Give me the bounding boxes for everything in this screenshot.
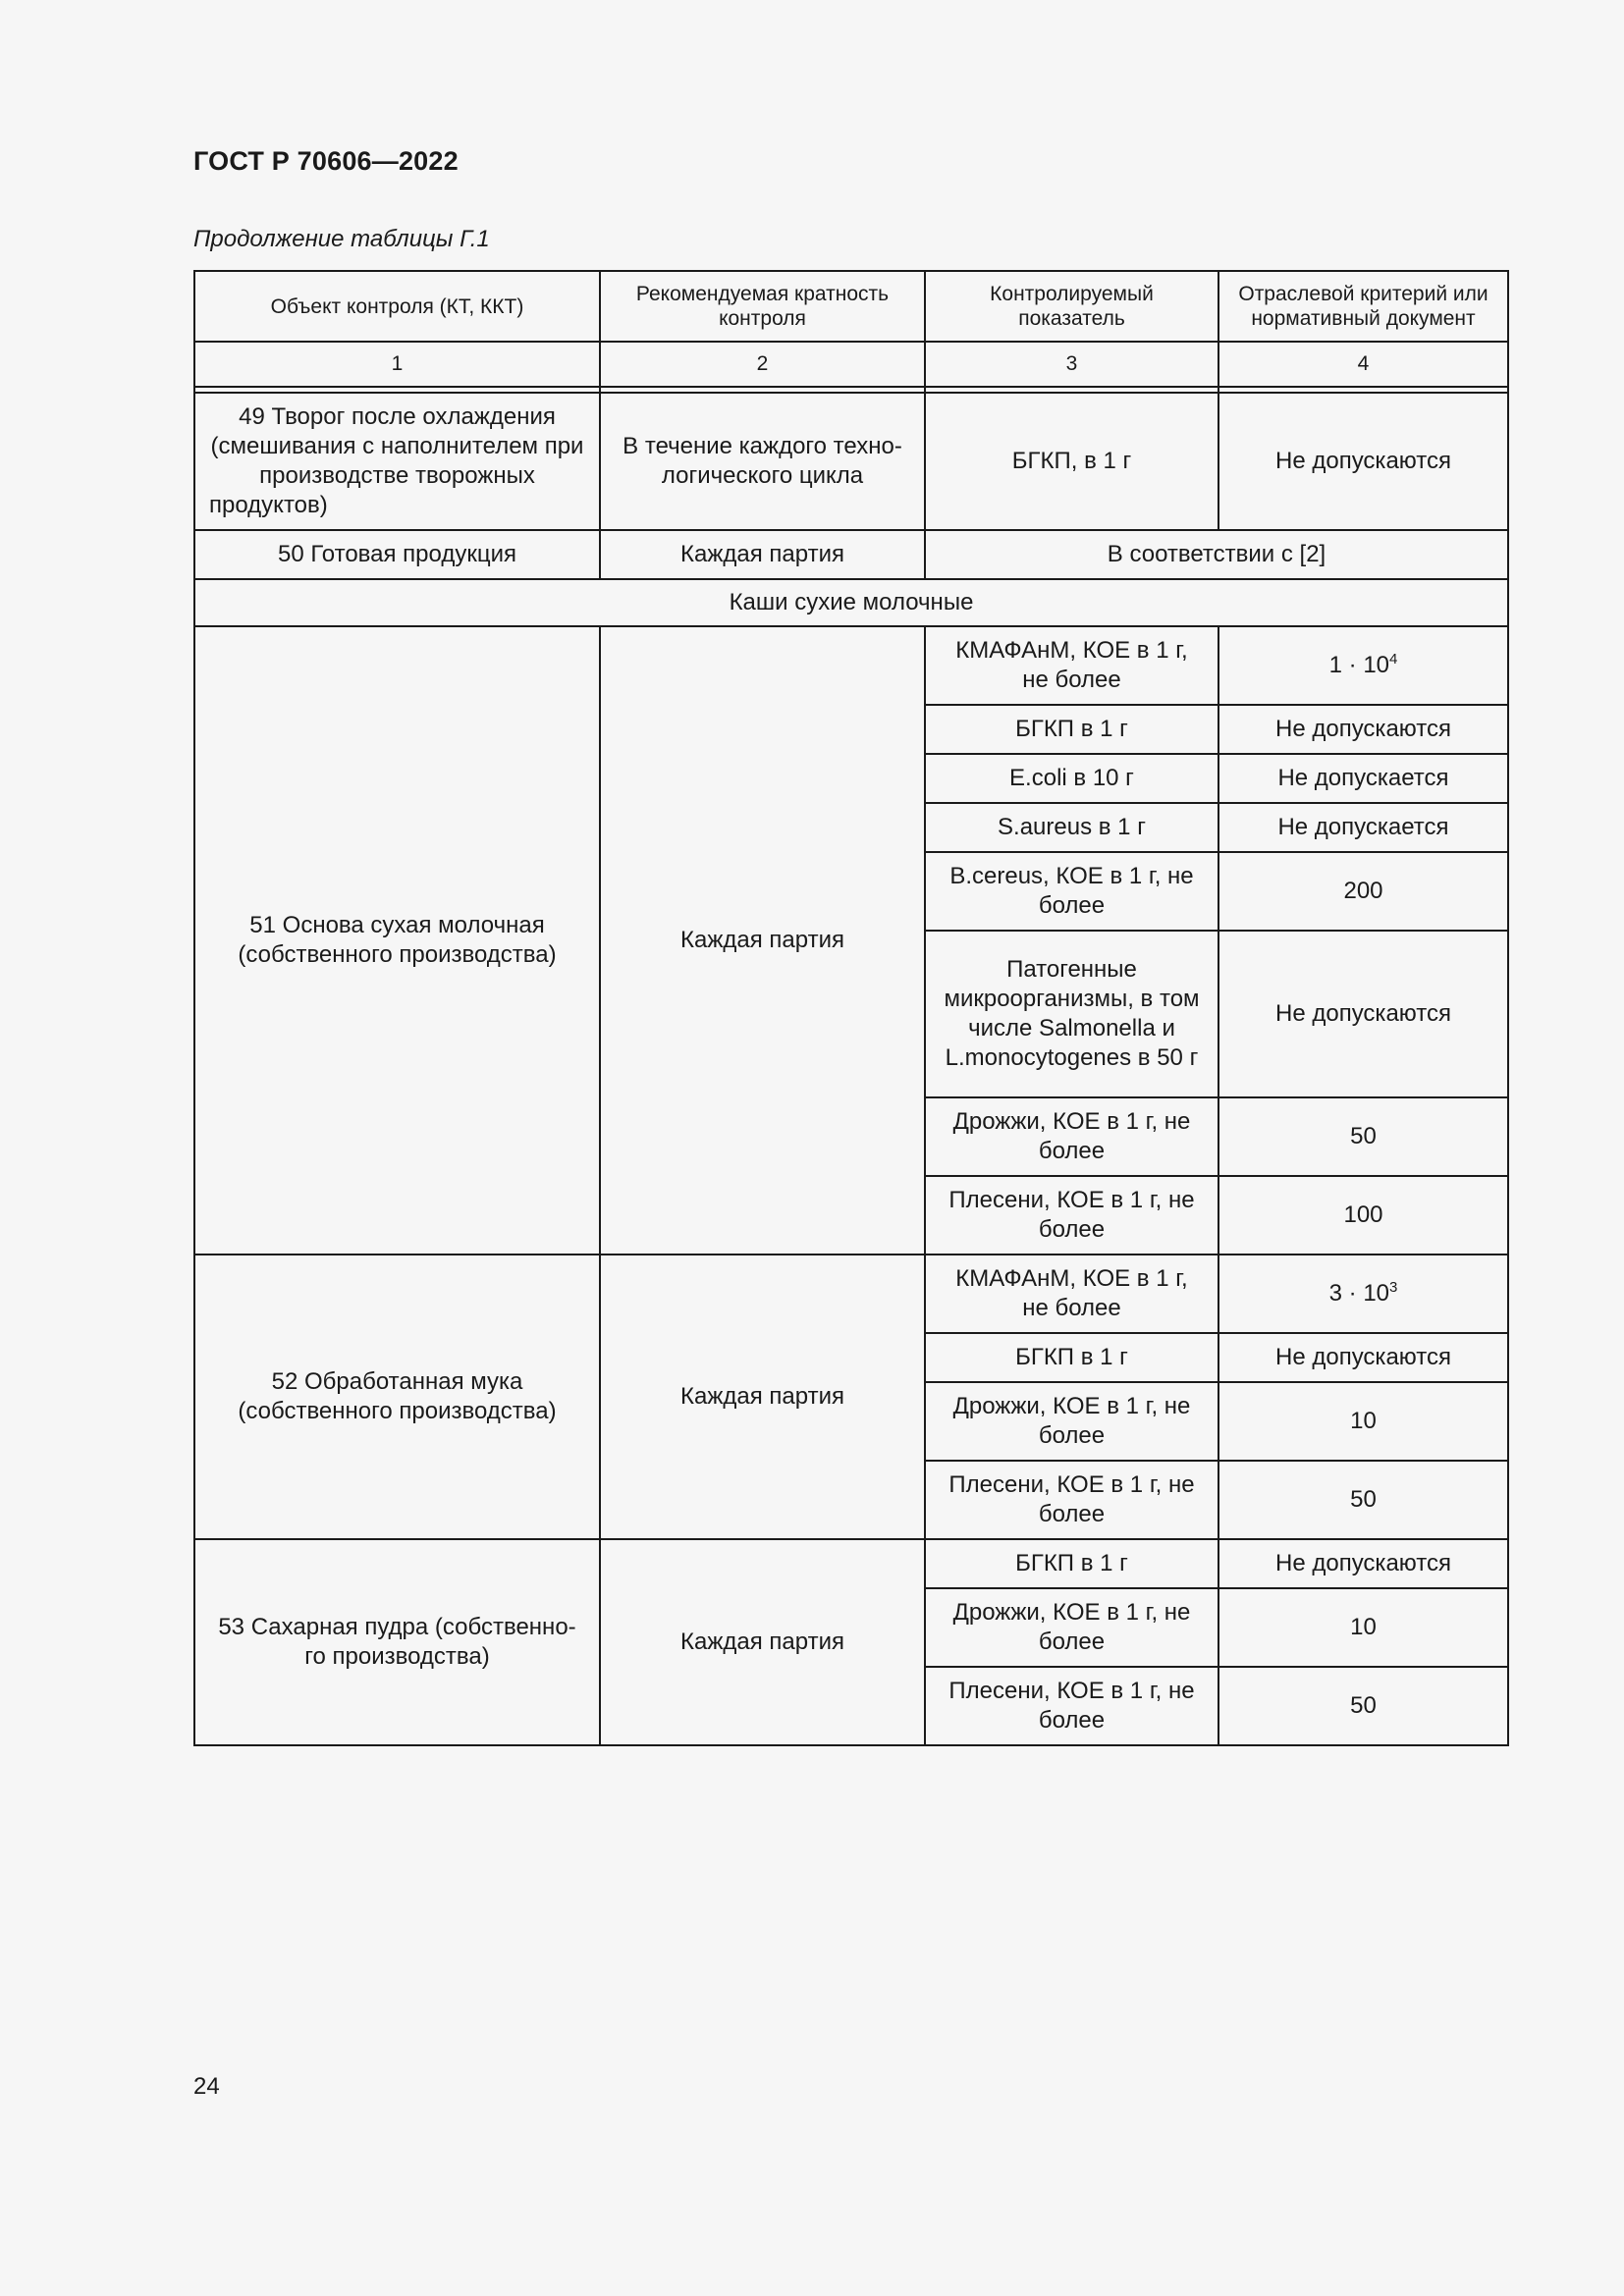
frequency-cell: В течение каждого техно-логического цикла — [600, 393, 925, 530]
indicator-cell: КМАФАнМ, КОЕ в 1 г, не более — [925, 626, 1218, 705]
table-row — [194, 626, 1508, 705]
criterion-cell: 50 — [1218, 1461, 1508, 1539]
section-title: Каши сухие молочные — [194, 579, 1508, 626]
criterion-cell: В соответствии с [2] — [925, 530, 1508, 579]
object-cell: 51 Основа сухая молочная (собственного производства) — [194, 626, 600, 1255]
object-cell: 52 Обработанная мука (собственного производства) — [194, 1255, 600, 1539]
column-number: 1 — [194, 342, 600, 387]
indicator-cell: Дрожжи, КОЕ в 1 г, не более — [925, 1588, 1218, 1667]
section-row — [194, 579, 1508, 626]
column-number: 4 — [1218, 342, 1508, 387]
object-cell: 49 Творог после охлаждения (смешивания с наполнителем при производстве творожных продуктов) — [194, 393, 600, 530]
indicator-cell: Патогенные микроорганизмы, в том числе Salmonella и L.monocytogenes в 50 г — [925, 931, 1218, 1097]
table-row — [194, 1255, 1508, 1333]
criterion-cell — [1218, 1255, 1508, 1333]
criterion-cell — [1218, 626, 1508, 705]
frequency-cell: Каждая партия — [600, 530, 925, 579]
criterion-cell: Не допускаются — [1218, 1333, 1508, 1382]
object-cell: 53 Сахарная пудра (собственно-го производства) — [194, 1539, 600, 1745]
criterion-base: 3 · 10 — [1328, 1280, 1390, 1307]
frequency-cell: Каждая партия — [600, 626, 925, 1255]
criterion-exponent: 4 — [1389, 651, 1398, 667]
column-number: 3 — [925, 342, 1218, 387]
criterion-base: 1 · 10 — [1328, 652, 1390, 678]
criterion-cell: Не допускаются — [1218, 1539, 1508, 1588]
table-row — [194, 530, 1508, 579]
indicator-cell: B.cereus, КОЕ в 1 г, не более — [925, 852, 1218, 931]
indicator-cell: Плесени, КОЕ в 1 г, не более — [925, 1667, 1218, 1745]
indicator-cell: БГКП, в 1 г — [925, 393, 1218, 530]
column-number-row — [194, 342, 1508, 387]
table-caption: Продолжение таблицы Г.1 — [193, 226, 490, 252]
column-number: 2 — [600, 342, 925, 387]
control-table — [193, 270, 1509, 1746]
column-header-criterion: Отраслевой критерий или нормативный документ — [1218, 271, 1508, 342]
column-header-frequency: Рекомендуемая кратность контроля — [600, 271, 925, 342]
table-row — [194, 1539, 1508, 1588]
criterion-cell: 50 — [1218, 1667, 1508, 1745]
criterion-cell: 10 — [1218, 1588, 1508, 1667]
indicator-cell: Плесени, КОЕ в 1 г, не более — [925, 1176, 1218, 1255]
criterion-cell: 50 — [1218, 1097, 1508, 1176]
indicator-cell: БГКП в 1 г — [925, 705, 1218, 754]
criterion-cell: Не допускается — [1218, 754, 1508, 803]
document-code: ГОСТ Р 70606—2022 — [193, 146, 459, 176]
indicator-cell: БГКП в 1 г — [925, 1539, 1218, 1588]
table-row — [194, 393, 1508, 530]
column-header-indicator: Контролируемый показатель — [925, 271, 1218, 342]
column-header-object: Объект контроля (КТ, ККТ) — [194, 271, 600, 342]
page-number: 24 — [193, 2073, 220, 2100]
indicator-cell: КМАФАнМ, КОЕ в 1 г, не более — [925, 1255, 1218, 1333]
criterion-cell: 100 — [1218, 1176, 1508, 1255]
criterion-cell: Не допускаются — [1218, 931, 1508, 1097]
criterion-exponent: 3 — [1389, 1279, 1398, 1296]
indicator-cell: Плесени, КОЕ в 1 г, не более — [925, 1461, 1218, 1539]
criterion-cell: Не допускаются — [1218, 705, 1508, 754]
indicator-cell: Дрожжи, КОЕ в 1 г, не более — [925, 1097, 1218, 1176]
indicator-cell: S.aureus в 1 г — [925, 803, 1218, 852]
indicator-cell: E.coli в 10 г — [925, 754, 1218, 803]
table-header-row — [194, 271, 1508, 342]
criterion-cell: 200 — [1218, 852, 1508, 931]
indicator-cell: БГКП в 1 г — [925, 1333, 1218, 1382]
criterion-cell: Не допускается — [1218, 803, 1508, 852]
criterion-cell: 10 — [1218, 1382, 1508, 1461]
object-cell: 50 Готовая продукция — [194, 530, 600, 579]
criterion-cell: Не допускаются — [1218, 393, 1508, 530]
frequency-cell: Каждая партия — [600, 1539, 925, 1745]
frequency-cell: Каждая партия — [600, 1255, 925, 1539]
indicator-cell: Дрожжи, КОЕ в 1 г, не более — [925, 1382, 1218, 1461]
